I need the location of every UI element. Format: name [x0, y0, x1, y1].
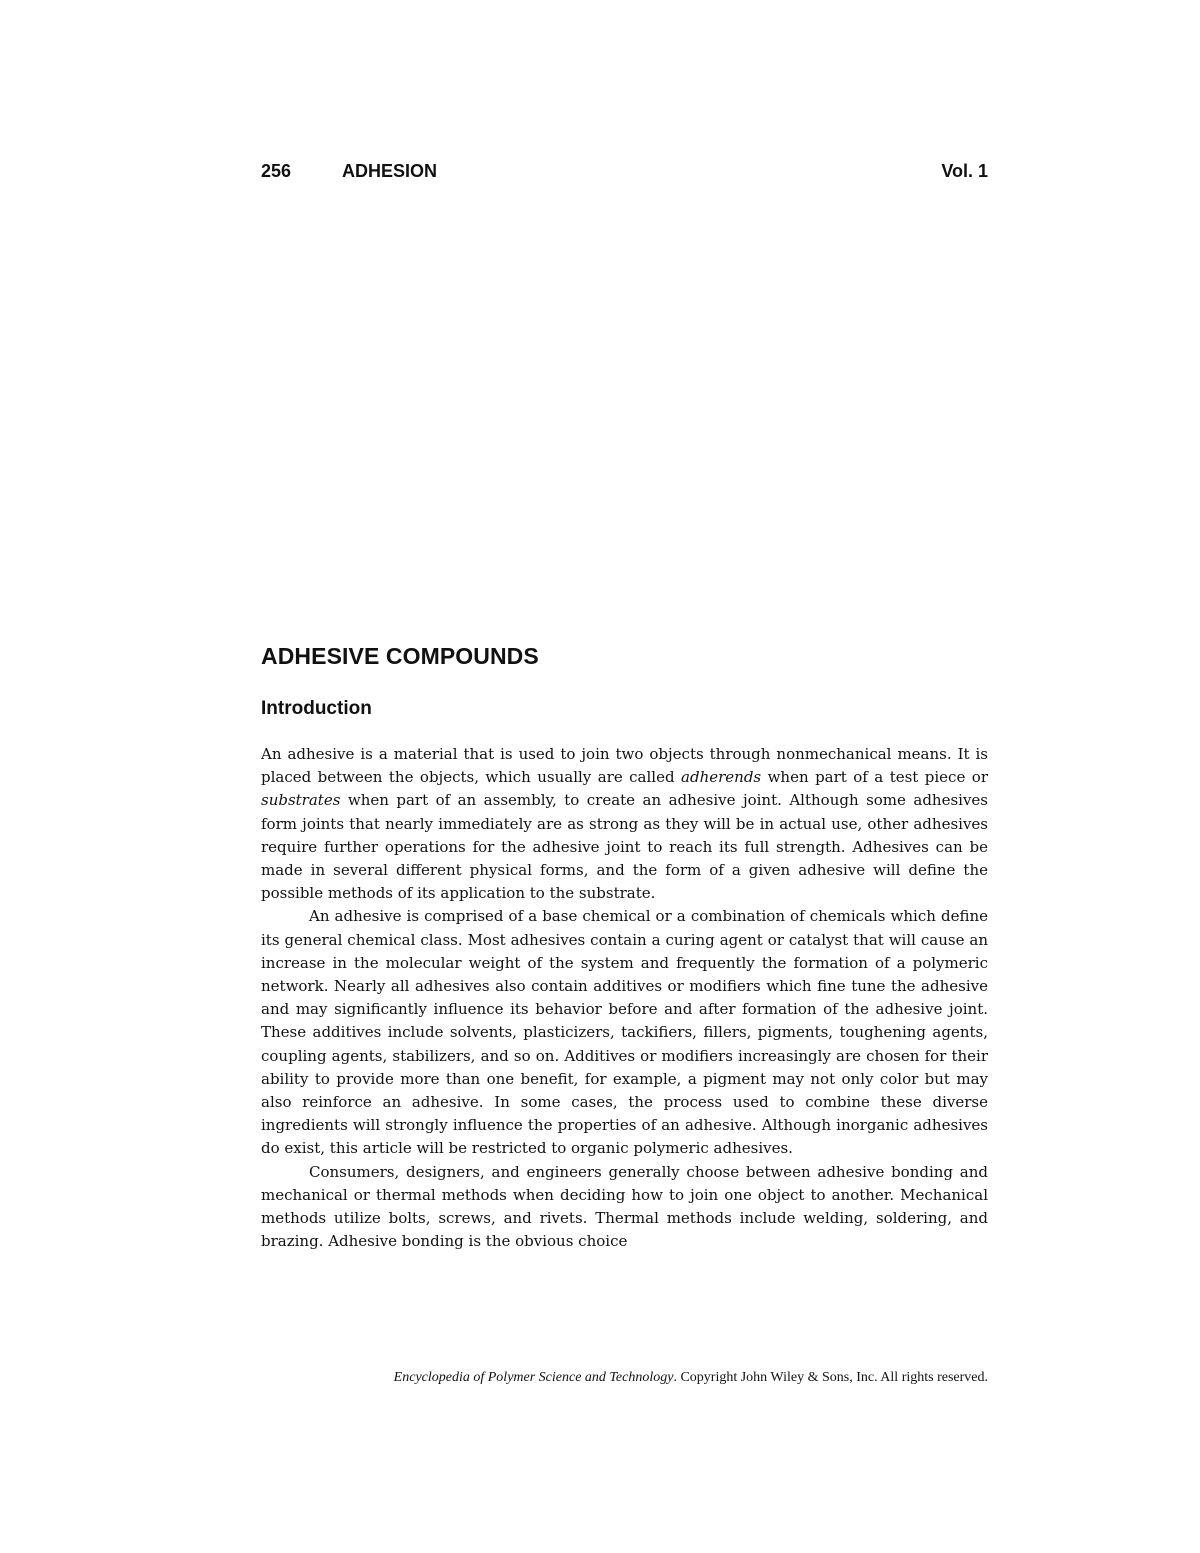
term-adherends: adherends [681, 768, 762, 787]
section-heading: Introduction [261, 698, 372, 719]
running-head: ADHESION [342, 161, 438, 181]
article-title: ADHESIVE COMPOUNDS [261, 643, 539, 669]
paragraph-2: An adhesive is comprised of a base chemical or a combination of chemicals which define its general chemical class. Most adhesives contain a curing agent or catalyst that will cause an increase in the molecular weight of the system and frequently the formation of a polymeric network. Nearly all adhesives also contain additives or modifiers which fine tune the adhesive and may significantly influence its behavior before and after formation of the adhesive joint. These additives include solvents, plasticizers, tackifiers, fillers, pigments, toughening agents, coupling agents, stabilizers, and so on. Additives or modifiers increasingly are chosen for their ability to provide more than one benefit, for example, a pigment may not only color but may also reinforce an adhesive. In some cases, the process used to combine these diverse ingredients will strongly influence the properties of an adhesive. Although inorganic adhesives do exist, this article will be restricted to organic polymeric adhesives. [261, 907, 988, 1158]
copyright-text: . Copyright John Wiley & Sons, Inc. All rights reserved. [673, 1370, 988, 1385]
volume-label: Vol. 1 [941, 161, 988, 181]
paragraph-1-part-2: when part of a test piece or [761, 768, 988, 787]
paragraph-3: Consumers, designers, and engineers generally choose between adhesive bonding and mechanical or thermal methods when deciding how to join one object to another. Mechanical methods utilize bolts, screws, and rivets. Thermal methods include welding, soldering, and brazing. Adhesive bonding is the obvious choice [261, 1162, 988, 1251]
journal-name: Encyclopedia of Polymer Science and Technology [393, 1370, 674, 1385]
term-substrates: substrates [261, 791, 341, 810]
paragraph-1-part-1: An adhesive is a material that is used to join two objects through nonmechanical means. It is placed between the objects, which usually are called [261, 745, 988, 787]
article-body [261, 743, 988, 1253]
page-header [261, 158, 988, 184]
page-number: 256 [261, 161, 292, 181]
paragraph-1 [261, 743, 988, 905]
copyright-footer [261, 1368, 988, 1388]
paragraph-1-part-3: when part of an assembly, to create an adhesive joint. Although some adhesives form joints that nearly immediately are as strong as they will be in actual use, other adhesives require further operations for the adhesive joint to reach its full strength. Adhesives can be made in several different physical forms, and the form of a given adhesive will define the possible methods of its application to the substrate. [261, 791, 988, 903]
